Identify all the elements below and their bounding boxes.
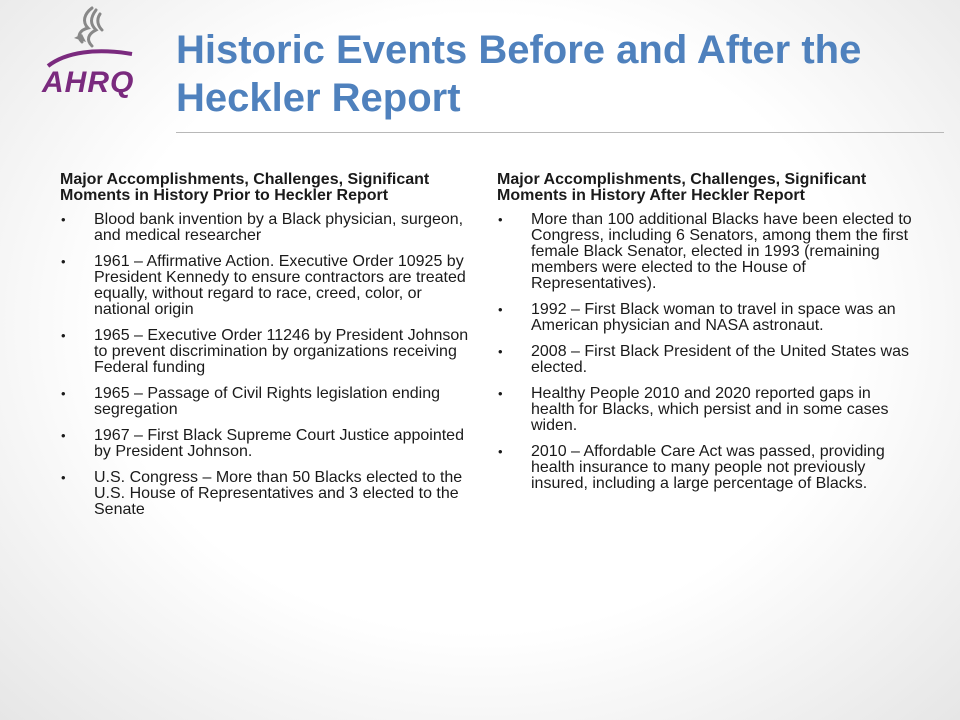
list-item <box>60 428 470 460</box>
bullet-icon: • <box>498 386 503 401</box>
hhs-eagle-icon <box>36 4 148 104</box>
list-item <box>60 470 470 518</box>
list-item <box>497 212 912 292</box>
bullet-icon: • <box>61 254 66 269</box>
slide-title: Historic Events Before and After the Heckler Report <box>176 28 862 120</box>
right-column <box>497 172 912 502</box>
left-column-heading: Major Accomplishments, Challenges, Significant Moments in History Prior to Heckler Report <box>60 171 430 204</box>
bullet-icon: • <box>498 344 503 359</box>
bullet-icon: • <box>61 470 66 485</box>
right-column-heading: Major Accomplishments, Challenges, Significant Moments in History After Heckler Report <box>497 171 867 204</box>
bullet-icon: • <box>61 386 66 401</box>
list-item-text: More than 100 additional Blacks have been elected to Congress, including 6 Senators, among them the first female Black Senator, elected in 1993 (remaining members were elected to the House of Representatives). <box>531 211 912 292</box>
bullet-icon: • <box>498 444 503 459</box>
bullet-icon: • <box>61 328 66 343</box>
list-item <box>497 302 912 334</box>
list-item-text: 1961 – Affirmative Action. Executive Order 10925 by President Kennedy to ensure contractors are treated equally, without regard to race, creed, color, or national origin <box>94 253 466 318</box>
list-item <box>60 386 470 418</box>
list-item-text: 1965 – Passage of Civil Rights legislation ending segregation <box>94 385 440 418</box>
list-item-text: Healthy People 2010 and 2020 reported gaps in health for Blacks, which persist and in some cases widen. <box>531 385 889 434</box>
bullet-icon: • <box>61 212 66 227</box>
list-item <box>60 254 470 318</box>
bullet-icon: • <box>61 428 66 443</box>
ahrq-logo <box>36 4 148 104</box>
list-item <box>497 344 912 376</box>
list-item-text: 2008 – First Black President of the United States was elected. <box>531 343 909 376</box>
left-bullet-list <box>60 212 470 518</box>
list-item <box>60 328 470 376</box>
list-item <box>497 386 912 434</box>
list-item-text: 2010 – Affordable Care Act was passed, providing health insurance to many people not previously insured, including a large percentage of Blacks. <box>531 443 885 492</box>
list-item-text: U.S. Congress – More than 50 Blacks elected to the U.S. House of Representatives and 3 elected to the Senate <box>94 469 463 518</box>
ahrq-wordmark: AHRQ <box>42 66 135 99</box>
list-item-text: 1965 – Executive Order 11246 by President Johnson to prevent discrimination by organizations receiving Federal funding <box>94 327 469 376</box>
right-bullet-list <box>497 212 912 492</box>
bullet-icon: • <box>498 302 503 317</box>
list-item-text: 1967 – First Black Supreme Court Justice appointed by President Johnson. <box>94 427 464 460</box>
list-item-text: 1992 – First Black woman to travel in space was an American physician and NASA astronaut. <box>531 301 896 334</box>
bullet-icon: • <box>498 212 503 227</box>
list-item-text: Blood bank invention by a Black physician, surgeon, and medical researcher <box>94 211 464 244</box>
list-item <box>60 212 470 244</box>
title-divider <box>176 132 944 133</box>
list-item <box>497 444 912 492</box>
left-column <box>60 172 470 528</box>
